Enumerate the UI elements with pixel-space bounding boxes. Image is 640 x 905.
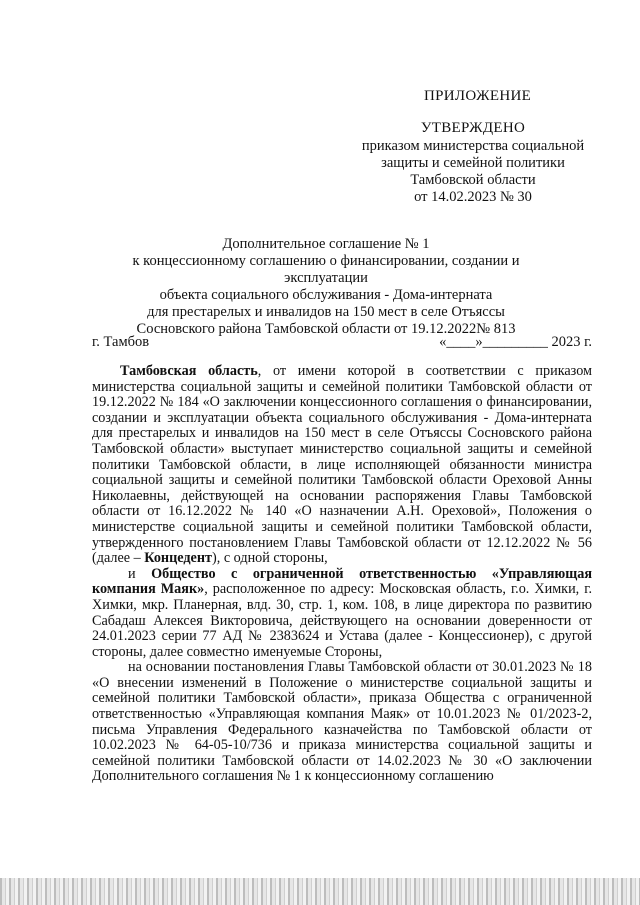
date-blank: «____»_________ 2023 г. xyxy=(439,334,592,350)
appendix-heading: ПРИЛОЖЕНИЕ xyxy=(424,88,532,104)
title-line: объекта социального обслуживания - Дома-интерната xyxy=(159,287,493,303)
paragraph-basis xyxy=(92,660,592,785)
place-date-line xyxy=(92,334,592,351)
paragraph-text: на основании постановления Главы Тамбовской области от 30.01.2023 № 18 «О внесении изменений в Положение о министерстве социальной защиты и семейной политики Тамбовской области», приказа Общества с ограниченной ответственностью «Управляющая компания Маяк» от 10.01.2023 № 01/2023-2, письма Управления Федерального казначейства по Тамбовской области от 10.02.2023 № 64-05-10/736 и приказа министерства социальной защиты и семейной политики Тамбовской области от 14.02.2023 № 30 «О заключении Дополнительного соглашения № 1 к концессионному соглашению xyxy=(92,659,592,785)
scan-edge xyxy=(0,878,640,905)
approval-line: Тамбовской области xyxy=(410,172,536,188)
paragraph-text: ), с одной стороны, xyxy=(212,550,328,567)
title-line: для престарелых и инвалидов на 150 мест в селе Отъяссы xyxy=(147,304,505,320)
paragraph-text: , расположенное по адресу: Московская область, г.о. Химки, г. Химки, мкр. Планерная, влд. 30, стр. 1, ком. 108, в лице директора по развитию Сабадаш Алексея Викторовича, действующего на основании доверенности от 24.01.2023 серии 77 АД № 2383624 и Устава (далее - Концессионер), с другой стороны, далее совместно именуемые Стороны, xyxy=(92,581,592,660)
paragraph-text: , от имени которой в соответствии с приказом министерства социальной защиты и семейной политики Тамбовской области от 19.12.2022 № 184 «О заключении концессионного соглашения о финансировании, создании и эксплуатации объекта социального обслуживания - Дома-интерната для престарелых и инвалидов на 150 мест в селе Отъяссы Сосновского района Тамбовской области» выступает министерство социальной защиты и семейной политики Тамбовской области, в лице исполняющей обязанности министра социальной защиты и семейной политики Тамбовской области Ореховой Анны Николаевны, действующей на основании распоряжения Главы Тамбовской области от 16.12.2022 № 140 «О назначении А.Н. Ореховой», Положения о министерстве социальной защиты и семейной политики Тамбовской области, утвержденного постановлением Главы Тамбовской области от 12.12.2022 № 56 (далее – xyxy=(92,363,592,567)
approval-title: УТВЕРЖДЕНО xyxy=(420,120,526,136)
approval-block xyxy=(350,120,596,206)
city: г. Тамбов xyxy=(92,334,150,350)
approval-order-date: от 14.02.2023 № 30 xyxy=(414,189,532,205)
party-name-bold: Тамбовская область xyxy=(120,363,258,379)
approval-line: защиты и семейной политики xyxy=(381,155,565,171)
document-body xyxy=(92,364,592,785)
title-line: Сосновского района Тамбовской области от 19.12.2022№ 813 xyxy=(136,321,516,337)
title-line: к концессионному соглашению о финансировании, создании и эксплуатации xyxy=(132,253,520,286)
paragraph-concessionaire xyxy=(92,567,592,661)
title-line: Дополнительное соглашение № 1 xyxy=(222,236,430,252)
approval-line: приказом министерства социальной xyxy=(361,138,585,154)
party-role-bold: Концедент xyxy=(144,550,212,567)
document-title xyxy=(96,236,556,338)
paragraph-grantor xyxy=(92,364,592,567)
party-name-bold: Общество с ограниченной ответственностью «Управляющая компания Маяк» xyxy=(92,565,593,598)
paragraph-text: и xyxy=(128,565,152,582)
